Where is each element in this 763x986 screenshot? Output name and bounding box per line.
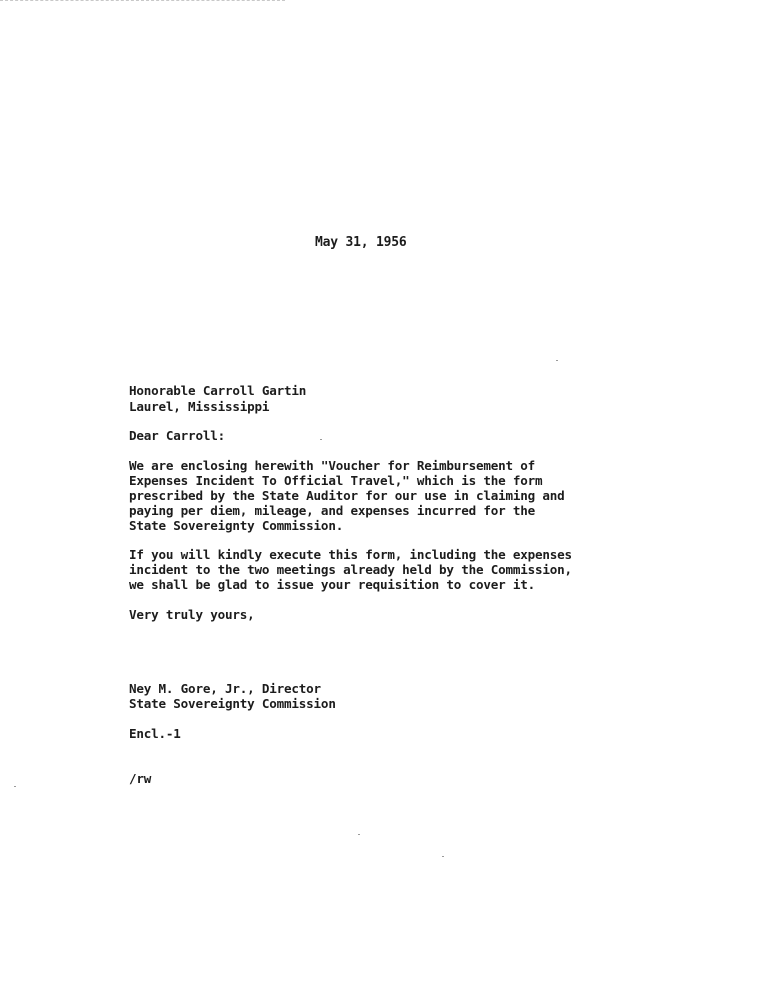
signature-name-title: Ney M. Gore, Jr., Director [129, 681, 321, 696]
scan-edge-dashes [0, 0, 285, 1]
closing: Very truly yours, [129, 607, 255, 622]
scan-speck [14, 786, 16, 787]
scan-speck [320, 439, 322, 440]
scan-speck [442, 856, 444, 857]
enclosure-note: Encl.-1 [129, 726, 181, 741]
scan-speck [556, 360, 558, 361]
paragraph2-line: If you will kindly execute this form, including the expenses [129, 547, 572, 562]
salutation: Dear Carroll: [129, 428, 225, 443]
signature-organization: State Sovereignty Commission [129, 696, 336, 711]
paragraph1-line: We are enclosing herewith "Voucher for Reimbursement of [129, 458, 536, 473]
paragraph2-line: incident to the two meetings already held by the Commission, [129, 562, 572, 577]
typist-initials: /rw [129, 771, 152, 786]
scan-speck [358, 834, 360, 835]
paragraph1-line: paying per diem, mileage, and expenses incurred for the [129, 503, 536, 518]
paragraph1-line: Expenses Incident To Official Travel," which is the form [129, 473, 543, 488]
paragraph1-line: prescribed by the State Auditor for our use in claiming and [129, 488, 565, 503]
paragraph2-line: we shall be glad to issue your requisition to cover it. [129, 577, 536, 592]
letter-date: May 31, 1956 [315, 235, 407, 250]
recipient-location: Laurel, Mississippi [129, 399, 270, 414]
recipient-name: Honorable Carroll Gartin [129, 383, 307, 398]
paragraph1-line: State Sovereignty Commission. [129, 518, 344, 533]
